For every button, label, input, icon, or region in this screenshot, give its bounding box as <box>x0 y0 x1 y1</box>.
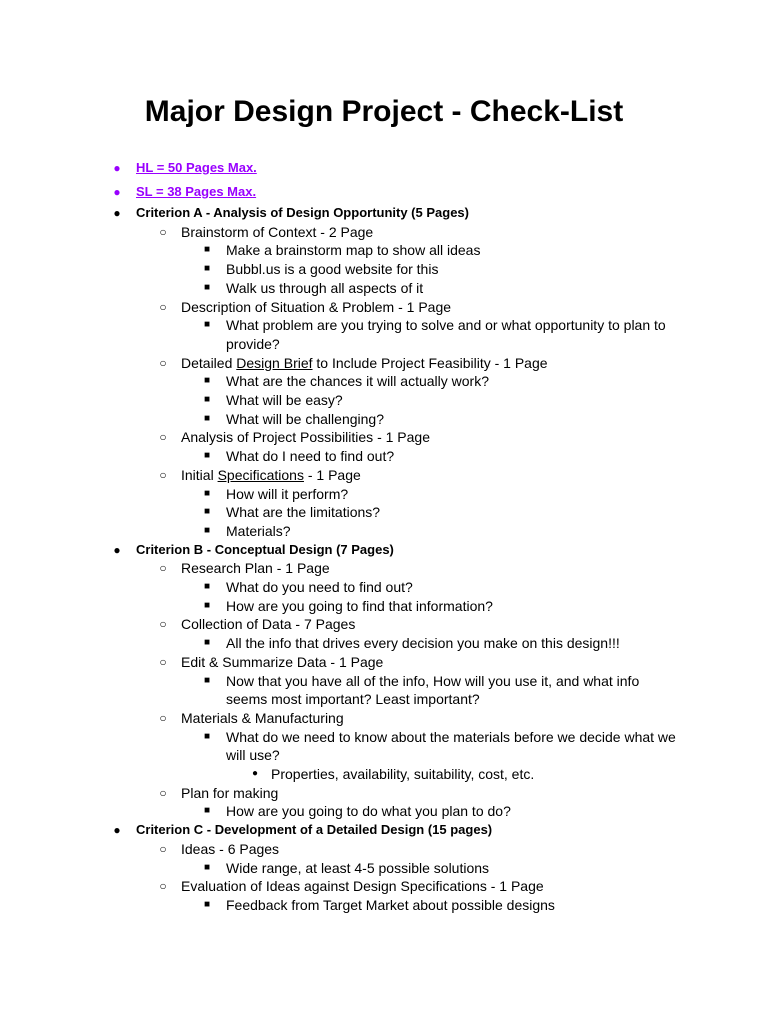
bullet-icon: ■ <box>203 506 211 518</box>
sub-item-text: Feedback from Target Market about possible designs <box>226 896 555 913</box>
bullet-icon: ○ <box>159 561 167 576</box>
section-item <box>0 298 768 317</box>
bullet-icon: ■ <box>203 674 211 686</box>
detail-item <box>0 765 768 784</box>
sub-item-text: How are you going to do what you plan to do? <box>226 803 511 820</box>
sub-item-text: What problem are you trying to solve and or what opportunity to plan to provide? <box>226 317 666 352</box>
section-item-text: Plan for making <box>181 784 279 801</box>
section-item-text: Initial Specifications - 1 Page <box>181 466 361 483</box>
section-item <box>0 709 768 728</box>
bullet-icon: ■ <box>203 281 211 293</box>
bullet-icon: ○ <box>159 617 167 632</box>
bullet-icon: ■ <box>203 524 211 536</box>
sub-item <box>0 503 768 522</box>
section-item <box>0 615 768 634</box>
bullet-icon: ■ <box>203 805 211 817</box>
sub-item-text: All the info that drives every decision you make on this design!!! <box>226 635 620 652</box>
criterion-heading <box>0 204 768 223</box>
bullet-icon: ○ <box>159 841 167 856</box>
section-item-text: Brainstorm of Context - 2 Page <box>181 223 374 240</box>
section-item-text: Collection of Data - 7 Pages <box>181 616 356 633</box>
sub-item <box>0 372 768 391</box>
highlight-item-text: SL = 38 Pages Max. <box>136 184 257 199</box>
sub-item-text: What do we need to know about the materials before we decide what we will use? <box>226 728 676 764</box>
sub-item <box>0 447 768 466</box>
section-item-text: Analysis of Project Possibilities - 1 Page <box>181 429 430 446</box>
detail-item-text: Properties, availability, suitability, cost, etc. <box>271 766 535 782</box>
section-item <box>0 559 768 578</box>
bullet-icon: ■ <box>203 244 211 256</box>
sub-item <box>0 859 768 878</box>
section-item <box>0 653 768 672</box>
sub-item <box>0 391 768 410</box>
section-item <box>0 840 768 859</box>
sub-item-text: Materials? <box>226 522 291 539</box>
section-item-text: Research Plan - 1 Page <box>181 560 330 577</box>
section-item-text: Description of Situation & Problem - 1 Page <box>181 298 452 315</box>
sub-item-text: What do you need to find out? <box>226 579 413 595</box>
bullet-icon: ■ <box>203 319 211 331</box>
bullet-icon: ■ <box>203 263 211 275</box>
section-item-text: Materials & Manufacturing <box>181 709 344 726</box>
sub-item <box>0 241 768 260</box>
bullet-icon: ■ <box>203 898 211 910</box>
bullet-icon: ● <box>251 768 259 779</box>
bullet-icon: ○ <box>159 879 167 894</box>
bullet-icon: ● <box>113 161 121 175</box>
section-item-text: Detailed Design Brief to Include Project Feasibility - 1 Page <box>181 354 548 371</box>
criterion-heading-text: Criterion B - Conceptual Design (7 Pages) <box>136 541 394 557</box>
sub-item <box>0 634 768 653</box>
sub-item-text: Bubbl.us is a good website for this <box>226 261 439 278</box>
sub-item <box>0 279 768 298</box>
bullet-icon: ● <box>113 823 121 838</box>
bullet-icon: ■ <box>203 581 211 592</box>
section-item <box>0 223 768 242</box>
sub-item <box>0 672 768 709</box>
sub-item <box>0 522 768 541</box>
bullet-icon: ■ <box>203 375 211 387</box>
sub-item-text: What will be challenging? <box>226 410 384 427</box>
sub-item <box>0 597 768 616</box>
bullet-icon: ■ <box>203 730 211 742</box>
sub-item-text: Wide range, at least 4-5 possible solutions <box>226 859 490 876</box>
bullet-icon: ■ <box>203 487 211 499</box>
sub-item-text: Now that you have all of the info, How will you use it, and what info seems most important? Least important? <box>226 672 640 708</box>
bullet-icon: ○ <box>159 299 167 314</box>
sub-item-text: What will be easy? <box>226 392 343 408</box>
bullet-icon: ○ <box>159 654 167 669</box>
section-item <box>0 466 768 485</box>
section-item <box>0 354 768 373</box>
sub-item <box>0 316 768 353</box>
highlight-item <box>0 156 768 180</box>
bullet-icon: ■ <box>203 861 211 873</box>
bullet-icon: ○ <box>159 785 167 800</box>
bullet-icon: ■ <box>203 599 211 611</box>
sub-item-text: What do I need to find out? <box>226 448 395 465</box>
bullet-icon: ○ <box>159 430 167 445</box>
sub-item-text: How are you going to find that information? <box>226 597 493 614</box>
bullet-icon: ○ <box>159 355 167 370</box>
criterion-heading <box>0 821 768 840</box>
section-item-text: Evaluation of Ideas against Design Specifications - 1 Page <box>181 878 544 895</box>
sub-item <box>0 728 768 765</box>
section-item-text: Ideas - 6 Pages <box>181 840 280 857</box>
underlined-term: Specifications <box>217 466 304 483</box>
sub-item <box>0 896 768 915</box>
bullet-icon: ■ <box>203 450 211 462</box>
bullet-icon: ● <box>113 185 121 199</box>
criterion-heading-text: Criterion A - Analysis of Design Opportunity (5 Pages) <box>136 205 469 220</box>
page-title: Major Design Project - Check-List <box>144 95 624 128</box>
sub-item-text: How will it perform? <box>226 485 349 502</box>
section-item <box>0 784 768 803</box>
sub-item <box>0 485 768 504</box>
criterion-heading <box>0 541 768 560</box>
sub-item <box>0 260 768 279</box>
section-item <box>0 428 768 447</box>
sub-item-text: What are the limitations? <box>226 504 381 521</box>
section-item <box>0 877 768 896</box>
bullet-icon: ○ <box>159 467 167 482</box>
sub-item-text: Make a brainstorm map to show all ideas <box>226 242 481 259</box>
bullet-icon: ○ <box>159 710 167 725</box>
bullet-icon: ■ <box>203 412 211 424</box>
section-item-text: Edit & Summarize Data - 1 Page <box>181 653 384 670</box>
criterion-heading-text: Criterion C - Development of a Detailed Design (15 pages) <box>136 822 493 838</box>
highlight-item <box>0 180 768 204</box>
bullet-icon: ■ <box>203 394 211 405</box>
sub-item-text: What are the chances it will actually work? <box>226 373 489 390</box>
sub-item-text: Walk us through all aspects of it <box>226 279 424 296</box>
bullet-icon: ● <box>113 206 121 220</box>
bullet-icon: ○ <box>159 224 167 239</box>
sub-item <box>0 802 768 821</box>
sub-item <box>0 578 768 597</box>
highlight-item-text: HL = 50 Pages Max. <box>136 160 257 175</box>
sub-item <box>0 410 768 429</box>
underlined-term: Design Brief <box>236 354 313 371</box>
bullet-icon: ● <box>113 542 121 557</box>
bullet-icon: ■ <box>203 637 211 649</box>
